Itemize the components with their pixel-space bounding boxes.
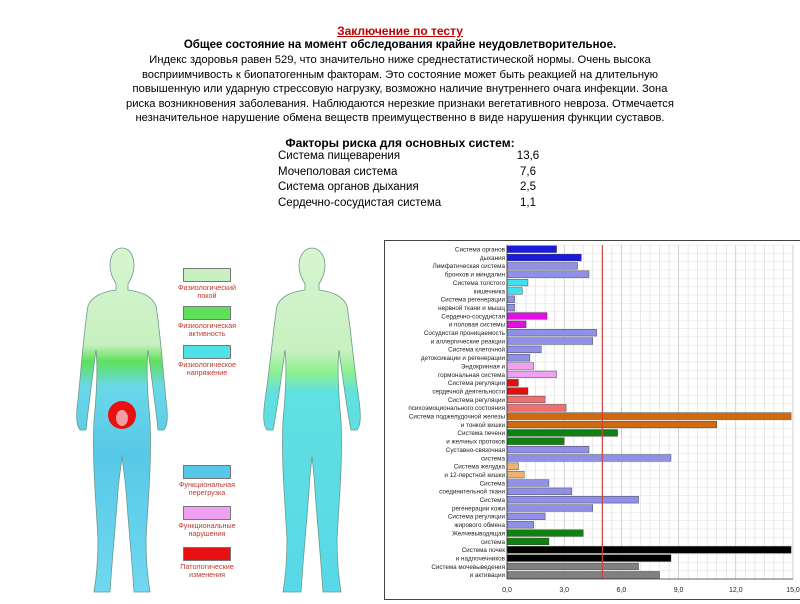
risk-heading: Факторы риска для основных систем: xyxy=(285,136,515,150)
legend-swatch xyxy=(183,306,231,320)
bar-32 xyxy=(507,505,593,512)
bar-label: Сердечно-сосудистая xyxy=(441,313,505,321)
bar-7 xyxy=(507,296,515,303)
bar-label: Суставно-связочная xyxy=(445,446,505,454)
report-headline: Общее состояние на момент обследования крайне неудовлетворительное. xyxy=(183,39,617,51)
bar-28 xyxy=(507,471,524,478)
bar-1 xyxy=(507,246,557,253)
bar-label: Система регуляции xyxy=(447,380,505,388)
bar-37 xyxy=(507,546,791,553)
legend-label: Функциональные нарушения xyxy=(178,521,236,538)
bar-label: Желчевыводящая xyxy=(451,530,505,538)
legend-label: Функциональная перегрузка xyxy=(178,480,236,497)
bar-label: нервной ткани и мышц xyxy=(438,304,505,312)
body-figure-back xyxy=(70,240,175,600)
bar-34 xyxy=(507,521,534,528)
bar-4 xyxy=(507,271,589,278)
bar-label: гормональная система xyxy=(437,371,505,379)
bar-39 xyxy=(507,563,639,570)
risk-name: Мочеполовая система xyxy=(278,166,398,178)
bar-18 xyxy=(507,388,528,395)
legend-label: Физиологическая активность xyxy=(177,321,237,338)
bar-label: регенерации кожи xyxy=(451,505,505,513)
bar-label: детоксикации и регенерации xyxy=(420,355,505,363)
legend-functional-overload xyxy=(172,465,242,497)
risk-value: 1,1 xyxy=(520,197,536,209)
x-tick-label: 15,0 xyxy=(786,587,800,594)
x-tick-label: 12,0 xyxy=(728,587,743,594)
legend-swatch xyxy=(183,547,231,561)
risk-bar-chart xyxy=(384,240,800,600)
bar-label: Система xyxy=(479,497,505,505)
legend-pathological-changes xyxy=(172,547,242,579)
bar-label: система xyxy=(481,455,505,463)
bar-19 xyxy=(507,396,545,403)
bar-6 xyxy=(507,288,522,295)
bar-label: система xyxy=(481,538,505,546)
bar-label: Система желудка xyxy=(453,463,505,471)
body-figure-front xyxy=(255,240,370,600)
risk-value: 7,6 xyxy=(520,166,536,178)
bar-29 xyxy=(507,480,549,487)
bar-21 xyxy=(507,413,791,420)
bar-label: Система почек xyxy=(461,547,505,555)
bar-35 xyxy=(507,530,583,537)
bar-10 xyxy=(507,321,526,328)
bar-label: жирового обмена xyxy=(454,522,505,530)
bar-22 xyxy=(507,421,717,428)
risk-row-digestion xyxy=(278,150,548,166)
bar-label: Система органов xyxy=(454,246,505,254)
bar-label: и 12-перстной кишки xyxy=(444,471,505,479)
legend-functional-disorders xyxy=(172,506,242,538)
bar-label: сердечной деятельности xyxy=(432,388,505,396)
bar-label: Сосудистая проницаемость xyxy=(423,330,505,338)
risk-name: Система пищеварения xyxy=(278,150,401,162)
risk-value: 13,6 xyxy=(516,150,540,162)
report-body: Индекс здоровья равен 529, что значительно ниже среднестатистической нормы. Очень высока восприимчивость к биопатогенным факторам. Это состояние может быть реакцией на длительную повышенную или ударную стрессовую нагрузку, возможно наличие внутреннего очага инфекции. Зона риска возникновения заболевания. Наблюдаются нерезкие признаки вегетативного невроза. Отмечается незначительное нарушение обмена веществ преимущественно в виде нарушения функции суставов. xyxy=(126,54,674,125)
legend-swatch xyxy=(183,506,231,520)
bar-16 xyxy=(507,371,557,378)
x-tick-label: 9,0 xyxy=(673,587,684,594)
x-tick-label: 0,0 xyxy=(502,587,512,594)
bar-label: Система регуляции xyxy=(447,396,505,404)
bar-3 xyxy=(507,263,578,270)
bar-20 xyxy=(507,404,566,411)
bar-label: и надпочечников xyxy=(455,555,505,563)
bar-label: Система клеточной xyxy=(448,346,505,354)
bar-label: Система печени xyxy=(457,430,505,438)
bar-30 xyxy=(507,488,572,495)
legend-swatch xyxy=(183,465,231,479)
bar-label: психоэмоционального состояния xyxy=(408,405,505,413)
bar-label: бронхов и миндалин xyxy=(444,271,505,279)
risk-row-respiratory xyxy=(278,181,548,197)
bar-label: Система поджелудочной железы xyxy=(408,413,505,421)
risk-name: Система органов дыхания xyxy=(278,181,419,193)
risk-row-cardiovascular xyxy=(278,197,548,213)
bar-5 xyxy=(507,279,528,286)
bar-13 xyxy=(507,346,541,353)
bar-label: и половая системы xyxy=(448,321,505,329)
risk-row-urogenital xyxy=(278,166,548,182)
bar-15 xyxy=(507,363,534,370)
bar-27 xyxy=(507,463,518,470)
bar-23 xyxy=(507,430,618,437)
bar-label: Система xyxy=(479,480,505,488)
report-title: Заключение по тесту xyxy=(337,24,463,38)
bar-label: Система регуляции xyxy=(447,513,505,521)
legend-physiological-activity xyxy=(172,306,242,338)
bar-9 xyxy=(507,313,547,320)
legend-physiological-rest xyxy=(172,268,242,300)
risk-name: Сердечно-сосудистая система xyxy=(278,197,442,209)
x-tick-label: 6,0 xyxy=(616,587,627,594)
bar-26 xyxy=(507,455,671,462)
legend-label: Патологические изменения xyxy=(180,562,234,579)
legend-label: Физиологическое напряжение xyxy=(177,360,237,377)
bar-label: и аллергические реакции xyxy=(430,338,505,346)
bar-14 xyxy=(507,354,530,361)
x-tick-label: 3,0 xyxy=(559,587,570,594)
bar-label: дыхания xyxy=(479,254,505,262)
chart-svg xyxy=(385,241,800,599)
bar-label: кишечника xyxy=(473,288,505,296)
bar-label: соединительной ткани xyxy=(439,488,505,496)
legend-physiological-tension xyxy=(172,345,242,377)
bar-8 xyxy=(507,304,515,311)
bar-label: Эндокринная и xyxy=(460,363,505,371)
bar-label: Система толстого xyxy=(452,279,505,287)
legend-label: Физиологический покой xyxy=(177,283,237,300)
bar-33 xyxy=(507,513,545,520)
bar-17 xyxy=(507,379,518,386)
legend-swatch xyxy=(183,345,231,359)
bar-2 xyxy=(507,254,581,261)
bar-label: и желчных протоков xyxy=(446,438,505,446)
bar-label: и тонкой кишки xyxy=(460,421,505,429)
bar-40 xyxy=(507,571,660,578)
bar-label: Лимфатическая система xyxy=(432,263,505,271)
risk-value: 2,5 xyxy=(520,181,536,193)
bar-label: Система мочевыведения xyxy=(431,563,505,571)
bar-25 xyxy=(507,446,589,453)
bar-36 xyxy=(507,538,549,545)
bar-11 xyxy=(507,329,597,336)
bar-24 xyxy=(507,438,564,445)
bar-label: Система регенерации xyxy=(440,296,505,304)
bar-label: и активации xyxy=(469,572,505,580)
bar-31 xyxy=(507,496,639,503)
legend-swatch xyxy=(183,268,231,282)
bar-12 xyxy=(507,338,593,345)
bar-38 xyxy=(507,555,671,562)
